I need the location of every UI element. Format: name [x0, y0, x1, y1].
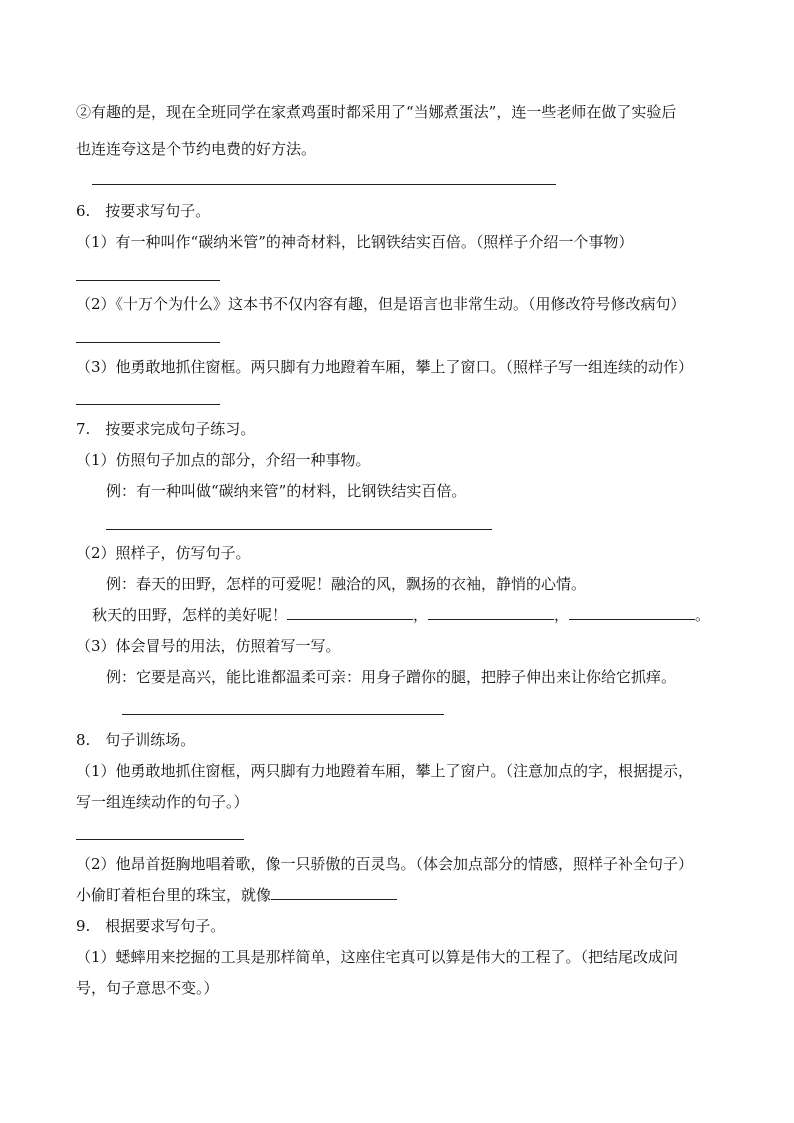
answer-blank[interactable] — [271, 885, 397, 900]
answer-blank[interactable] — [76, 342, 220, 343]
comma-text: ， — [554, 606, 570, 624]
question-6-3: （3）他勇敢地抓住窗框。两只脚有力地蹬着车厢，攀上了窗口。（照样子写一组连续的动作） — [76, 358, 694, 376]
paragraph-line: ②有趣的是，现在全班同学在家煮鸡蛋时都采用了“当娜煮蛋法”，连一些老师在做了实验后 — [76, 103, 677, 121]
question-9-title: 9. 根据要求写句子。 — [76, 917, 226, 935]
answer-blank[interactable] — [92, 184, 556, 185]
prompt-text: 小偷盯着柜台里的珠宝，就像 — [76, 886, 272, 904]
answer-blank[interactable] — [287, 605, 413, 620]
comma-text: ， — [413, 606, 429, 624]
question-7-2: （2）照样子，仿写句子。 — [76, 544, 251, 562]
prompt-text: 秋天的田野，怎样的美好呢！ — [92, 606, 288, 624]
question-8-title: 8. 句子训练场。 — [76, 731, 196, 749]
question-7-title: 7. 按要求完成句子练习。 — [76, 420, 256, 438]
answer-blank[interactable] — [106, 529, 492, 530]
period-text: 。 — [695, 606, 711, 624]
fill-in-line — [92, 605, 710, 625]
question-6-1: （1）有一种叫作“碳纳米管”的神奇材料，比钢铁结实百倍。（照样子介绍一个事物） — [76, 233, 634, 251]
fill-in-line — [76, 885, 397, 905]
question-9-1: （1）蟋蟀用来挖掘的工具是那样简单，这座住宅真可以算是伟大的工程了。（把结尾改成问 — [76, 948, 679, 966]
question-8-1-cont: 写一组连续动作的句子。） — [76, 793, 249, 811]
question-8-2: （2）他昂首挺胸地唱着歌，像一只骄傲的百灵鸟。（体会加点部分的情感，照样子补全句子） — [76, 855, 694, 873]
example-line: 例：春天的田野，怎样的可爱呢！融洽的风，飘扬的衣袖，静悄的心情。 — [106, 575, 587, 593]
question-7-1: （1）仿照句子加点的部分，介绍一种事物。 — [76, 451, 371, 469]
answer-blank[interactable] — [569, 605, 695, 620]
answer-blank[interactable] — [76, 404, 220, 405]
example-line: 例：它要是高兴，能比谁都温柔可亲：用身子蹭你的腿，把脖子伸出来让你给它抓痒。 — [106, 668, 677, 686]
question-6-2: （2）《十万个为什么》这本书不仅内容有趣，但是语言也非常生动。（用修改符号修改病句） — [76, 295, 686, 313]
question-8-1: （1）他勇敢地抓住窗框，两只脚有力地蹬着车厢，攀上了窗户。（注意加点的字，根据提示， — [76, 762, 694, 780]
paragraph-line: 也连连夸这是个节约电费的好方法。 — [76, 140, 317, 158]
answer-blank[interactable] — [76, 839, 244, 840]
question-9-1-cont: 号，句子意思不变。） — [76, 979, 219, 997]
answer-blank[interactable] — [76, 280, 220, 281]
question-7-3: （3）体会冒号的用法，仿照着写一写。 — [76, 637, 341, 655]
answer-blank[interactable] — [428, 605, 554, 620]
question-6-title: 6. 按要求写句子。 — [76, 202, 211, 220]
example-line: 例：有一种叫做“碳纳来管”的材料，比钢铁结实百倍。 — [106, 482, 467, 500]
answer-blank[interactable] — [122, 714, 444, 715]
